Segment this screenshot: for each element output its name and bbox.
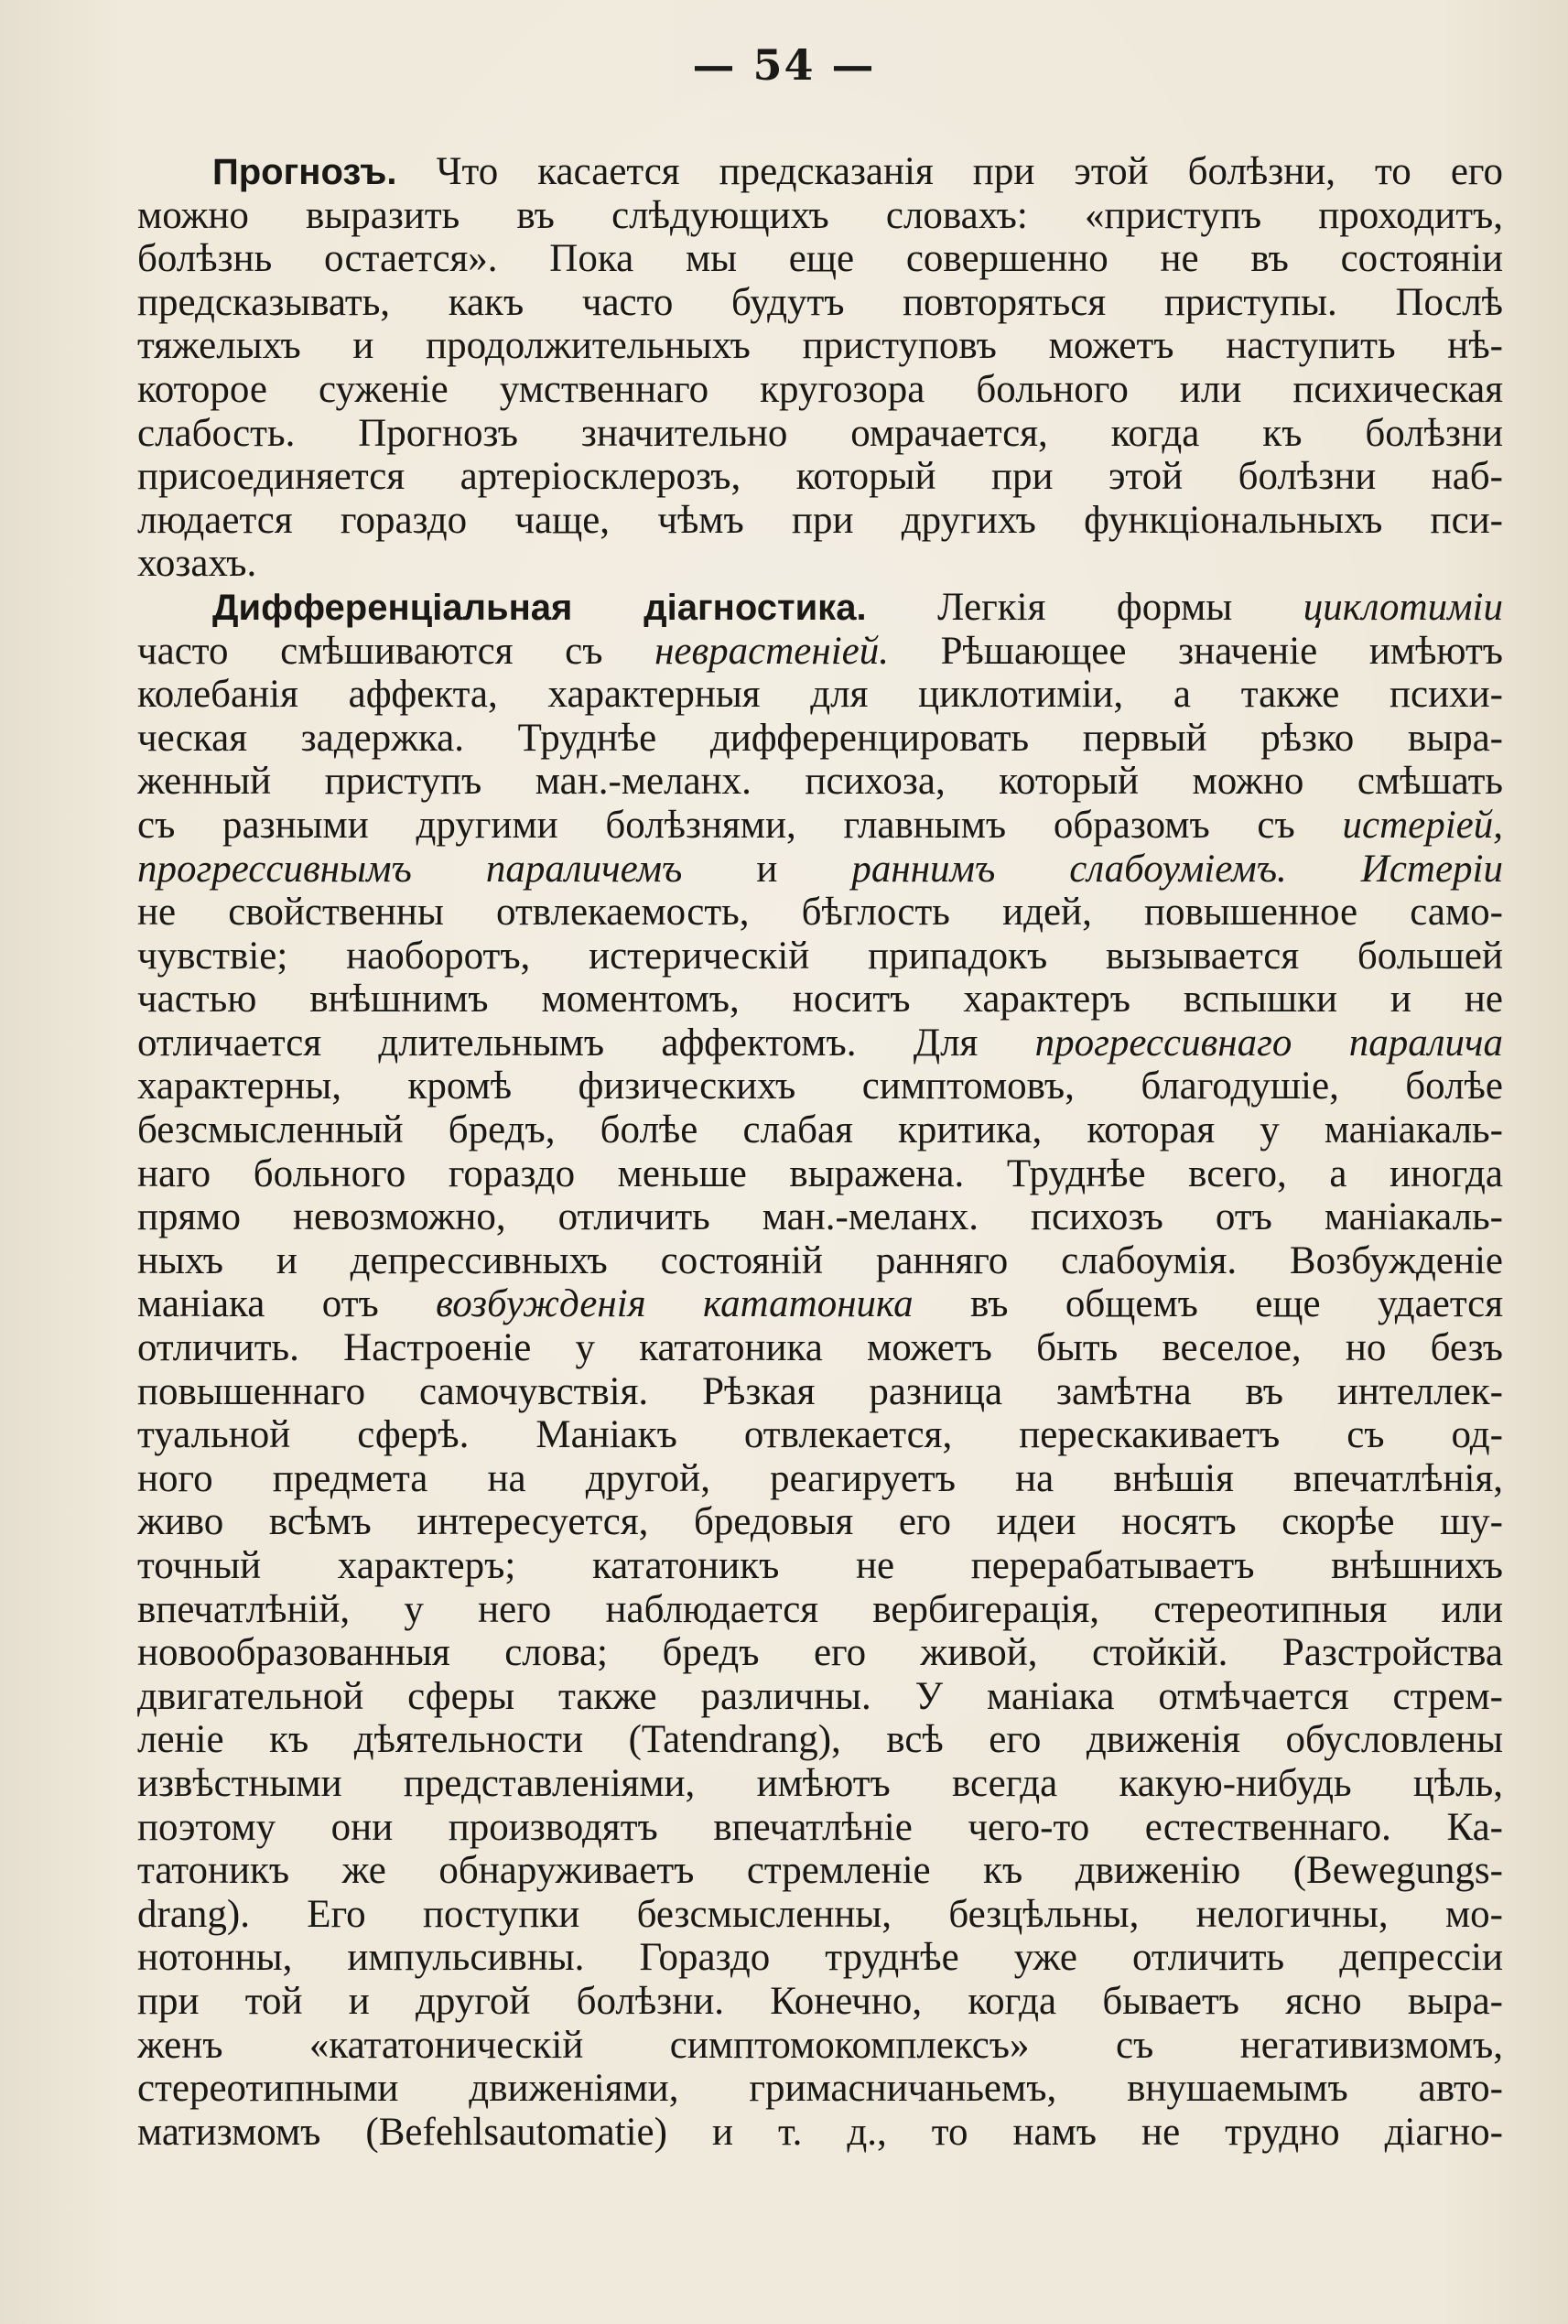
text-line bbox=[137, 1326, 1503, 1370]
text-run: которое суженіе умственнаго кругозора больного или психическая bbox=[137, 367, 1503, 411]
text-line bbox=[137, 499, 1503, 543]
text-line bbox=[137, 1500, 1503, 1544]
text-run: часто смѣшиваются съ bbox=[137, 629, 655, 673]
text-run: новообразованныя слова; бредъ его живой, стойкій. Разстройства bbox=[137, 1631, 1503, 1675]
text-line bbox=[137, 1370, 1503, 1414]
text-run: точный характеръ; кататоникъ не перерабатываетъ внѣшнихъ bbox=[137, 1544, 1503, 1587]
paragraph-first-line bbox=[137, 586, 1503, 630]
text-line bbox=[137, 1021, 1503, 1065]
text-run: слабость. Прогнозъ значительно омрачается, когда къ болѣзни bbox=[137, 411, 1503, 455]
text-line bbox=[137, 412, 1503, 456]
text-line bbox=[137, 1762, 1503, 1806]
text-run: Что касается предсказанія при этой болѣзни, то его bbox=[396, 150, 1503, 193]
text-run: безсмысленный бредъ, болѣе слабая критика, которая у маніакаль- bbox=[137, 1108, 1503, 1152]
text-line bbox=[137, 1631, 1503, 1675]
emphasized-term: возбужденія кататоника bbox=[436, 1282, 914, 1326]
text-line bbox=[137, 2111, 1503, 2155]
text-run: тяжелыхъ и продолжительныхъ приступовъ можетъ наступить нѣ- bbox=[137, 324, 1503, 368]
text-line bbox=[137, 324, 1503, 368]
text-line bbox=[137, 237, 1503, 281]
text-run: съ разными другими болѣзнями, главнымъ образомъ съ bbox=[137, 803, 1343, 847]
section-heading: Дифференціальная діагностика. bbox=[212, 587, 867, 628]
text-run: Рѣшающее значеніе имѣютъ bbox=[888, 629, 1503, 673]
text-run: присоединяется артеріосклерозъ, который при этой болѣзни наб- bbox=[137, 455, 1503, 499]
text-run: извѣстными представленіями, имѣютъ всегда какую-нибудь цѣль, bbox=[137, 1761, 1503, 1805]
text-run: двигательной сферы также различны. У маніака отмѣчается стрем- bbox=[137, 1674, 1503, 1718]
text-line bbox=[137, 1108, 1503, 1152]
emphasized-term: прогрессивнаго паралича bbox=[1034, 1021, 1503, 1065]
text-line bbox=[137, 1718, 1503, 1762]
text-run: женный приступъ ман.-меланх. психоза, который можно смѣшать bbox=[137, 760, 1503, 804]
text-line bbox=[137, 760, 1503, 804]
text-line bbox=[137, 1282, 1503, 1326]
text-run: женъ «кататоническій симптомокомплексъ» съ негативизмомъ, bbox=[137, 2023, 1503, 2067]
text-line bbox=[137, 1239, 1503, 1283]
section-heading: Прогнозъ. bbox=[212, 152, 397, 192]
text-run: отличается длительнымъ аффектомъ. Для bbox=[137, 1021, 1035, 1065]
text-run: людается гораздо чаще, чѣмъ при другихъ функціональныхъ пси- bbox=[137, 498, 1503, 542]
text-line bbox=[137, 2067, 1503, 2111]
text-run: Легкія формы bbox=[866, 585, 1303, 629]
text-run: колебанія аффекта, характерныя для циклотиміи, а также психи- bbox=[137, 673, 1503, 717]
text-run: наго больного гораздо меньше выражена. Труднѣе всего, а иногда bbox=[137, 1151, 1503, 1195]
text-line bbox=[137, 542, 1503, 586]
emphasized-term: истеріей, bbox=[1342, 803, 1503, 847]
page-number: — 54 — bbox=[692, 40, 876, 90]
text-line bbox=[137, 1065, 1503, 1108]
text-run: характерны, кромѣ физическихъ симптомовъ, благодушіе, болѣе bbox=[137, 1065, 1503, 1108]
text-line bbox=[137, 1980, 1503, 2024]
text-run: поэтому они производятъ впечатлѣніе чего-то естественнаго. Ка- bbox=[137, 1805, 1503, 1849]
text-line bbox=[137, 1544, 1503, 1588]
text-line bbox=[137, 1457, 1503, 1501]
text-line bbox=[137, 1152, 1503, 1196]
text-line bbox=[137, 1588, 1503, 1632]
text-run: при той и другой болѣзни. Конечно, когда бываетъ ясно выра- bbox=[137, 1979, 1503, 2023]
text-line bbox=[137, 455, 1503, 499]
text-line bbox=[137, 1413, 1503, 1457]
text-run: въ общемъ еще удается bbox=[913, 1282, 1503, 1326]
emphasized-term: прогрессивнымъ параличемъ bbox=[137, 847, 683, 891]
text-line bbox=[137, 630, 1503, 674]
text-line bbox=[137, 1936, 1503, 1980]
body-text bbox=[137, 150, 1503, 2154]
text-run: маніака отъ bbox=[137, 1282, 437, 1326]
text-line bbox=[137, 978, 1503, 1021]
text-line bbox=[137, 717, 1503, 761]
text-run: стереотипными движеніями, гримасничаньемъ, внушаемымъ авто- bbox=[137, 2067, 1503, 2111]
text-line bbox=[137, 1195, 1503, 1239]
text-run: drang). Его поступки безсмысленны, безцѣльны, нелогичны, мо- bbox=[137, 1892, 1503, 1936]
text-run: леніе къ дѣятельности (Tatendrang), всѣ его движенія обусловлены bbox=[137, 1718, 1503, 1762]
text-run: туальной сферѣ. Маніакъ отвлекается, перескакиваетъ съ од- bbox=[137, 1413, 1503, 1457]
text-line bbox=[137, 891, 1503, 935]
text-run: ческая задержка. Труднѣе дифференцировать первый рѣзко выра- bbox=[137, 716, 1503, 760]
text-run: болѣзнь остается». Пока мы еще совершенно не въ состояніи bbox=[137, 237, 1503, 281]
text-run: можно выразить въ слѣдующихъ словахъ: «приступъ проходитъ, bbox=[137, 193, 1503, 237]
text-line bbox=[137, 281, 1503, 325]
text-line bbox=[137, 194, 1503, 238]
text-run: татоникъ же обнаруживаетъ стремленіе къ движенію (Bewegungs- bbox=[137, 1849, 1503, 1893]
text-line bbox=[137, 1849, 1503, 1893]
emphasized-term: раннимъ слабоуміемъ. Истеріи bbox=[851, 847, 1503, 891]
text-run: ного предмета на другой, реагируетъ на внѣшія впечатлѣнія, bbox=[137, 1456, 1503, 1500]
text-line bbox=[137, 1893, 1503, 1937]
text-run: впечатлѣній, у него наблюдается вербигерація, стереотипныя или bbox=[137, 1587, 1503, 1631]
text-line bbox=[137, 804, 1503, 848]
text-line bbox=[137, 848, 1503, 892]
text-run: ныхъ и депрессивныхъ состояній ранняго слабоумія. Возбужденіе bbox=[137, 1238, 1503, 1282]
text-run: нотонны, импульсивны. Гораздо труднѣе уже отличить депрессіи bbox=[137, 1936, 1503, 1980]
text-line bbox=[137, 2024, 1503, 2068]
text-line bbox=[137, 1806, 1503, 1850]
text-run: живо всѣмъ интересуется, бредовыя его идеи носятъ скорѣе шу- bbox=[137, 1500, 1503, 1544]
text-line bbox=[137, 368, 1503, 412]
text-run: чувствіе; наоборотъ, истерическій припадокъ вызывается большей bbox=[137, 934, 1503, 978]
text-line bbox=[137, 1675, 1503, 1719]
text-run: хозахъ. bbox=[137, 542, 257, 586]
text-run: отличить. Настроеніе у кататоника можетъ быть веселое, но безъ bbox=[137, 1326, 1503, 1370]
paragraph-first-line bbox=[137, 150, 1503, 194]
text-run: и bbox=[682, 847, 852, 891]
emphasized-term: неврастеніей. bbox=[654, 629, 889, 673]
text-run: прямо невозможно, отличить ман.-меланх. психозъ отъ маніакаль- bbox=[137, 1195, 1503, 1239]
text-line bbox=[137, 935, 1503, 978]
text-run: матизмомъ (Befehlsautomatie) и т. д., то намъ не трудно діагно- bbox=[137, 2110, 1503, 2154]
text-run: предсказывать, какъ часто будутъ повторяться приступы. Послѣ bbox=[137, 280, 1503, 324]
text-run: не свойственны отвлекаемость, бѣглость идей, повышенное само- bbox=[137, 891, 1503, 935]
text-run: частью внѣшнимъ моментомъ, носитъ характеръ вспышки и не bbox=[137, 978, 1503, 1021]
emphasized-term: циклотиміи bbox=[1303, 585, 1503, 629]
text-line bbox=[137, 673, 1503, 717]
text-run: повышеннаго самочувствія. Рѣзкая разница замѣтна въ интеллек- bbox=[137, 1369, 1503, 1413]
